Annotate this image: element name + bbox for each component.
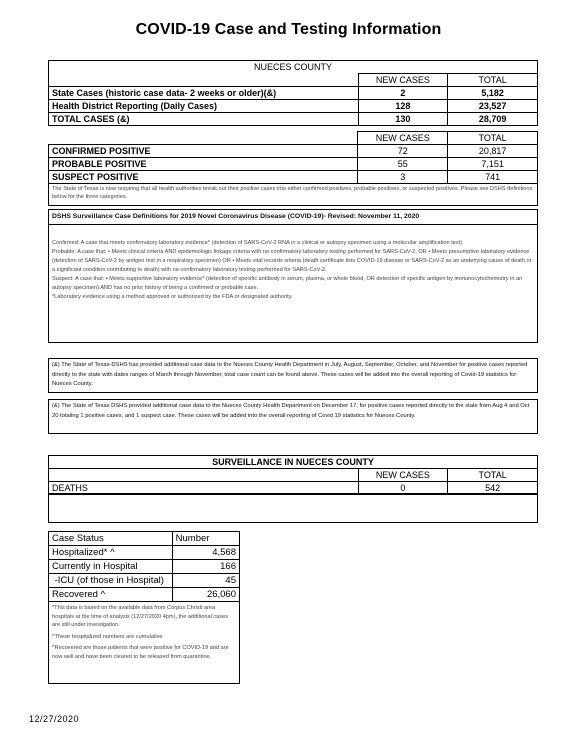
table-row (49, 171, 538, 184)
row-total: 20,817 (448, 145, 538, 158)
surveillance-table (48, 455, 538, 495)
col-total: TOTAL (448, 132, 538, 145)
row-new: 2 (358, 87, 448, 100)
county-table-header: NUECES COUNTY (49, 61, 538, 74)
state-data-note-2: (&) The State of Texas DSHS provided additional case data to the Nueces County Health Department on December 17, for positive cases reported directly to the state from Aug 4 and Oct 20 totaling 1 positive cases, and 1 suspect case. These cases will be added into the overall reporting of Covid 19 statistics for Nueces County. (48, 399, 538, 434)
table-row (49, 87, 538, 100)
col-number: Number (172, 532, 239, 546)
table-row (49, 113, 538, 126)
col-new-cases: NEW CASES (358, 74, 448, 87)
status-note-cumulative: ^These hospitalized numbers are cumulative (52, 633, 163, 640)
row-total: 28,709 (448, 113, 538, 126)
page-title: COVID-19 Case and Testing Information (135, 21, 442, 38)
surveillance-header: SURVEILLANCE IN NUECES COUNTY (49, 456, 538, 469)
col-new-cases: NEW CASES (358, 469, 448, 482)
row-value: 4,568 (172, 546, 239, 560)
row-new: 3 (358, 171, 448, 184)
definition-confirmed: Confirmed: A case that meets confirmatory laboratory evidence* (detection of SARS-CoV-2 RNA in a clinical or autopsy specimen using a molecular amplification test) (52, 240, 463, 246)
state-data-note-1: (&) The State of Texas-DSHS has provided additional case data to the Nueces County Health Department in July, August, September, October, and November for positive cases reported directly to the state with dates ranges of March through November, total case count can be found above. These cases will be added into the overall reporting of Covid-19 statistics for Nueces County. (48, 358, 538, 393)
definition-footnote: *Laboratory evidence using a method approved or authorized by the FDA or designated authority. (52, 294, 293, 300)
row-new: 55 (358, 158, 448, 171)
table-row (49, 560, 240, 574)
row-value: 26,060 (172, 588, 239, 602)
table-row (49, 588, 240, 602)
row-label: Health District Reporting (Daily Cases) (49, 100, 359, 113)
case-definitions-box (48, 209, 538, 343)
col-total: TOTAL (448, 74, 538, 87)
definitions-header: DSHS Surveillance Case Definitions for 2019 Novel Coronavirus Disease (COVID-19)- Revised: November 11, 2020 (52, 213, 420, 220)
table-row (49, 158, 538, 171)
row-label: TOTAL CASES (&) (49, 113, 359, 126)
surveillance-blank-area (48, 493, 538, 523)
row-value: 166 (172, 560, 239, 574)
status-notes-box (48, 602, 240, 684)
row-total: 542 (448, 482, 538, 495)
row-label: Currently in Hospital (49, 560, 173, 574)
row-total: 5,182 (448, 87, 538, 100)
county-cases-table (48, 60, 538, 126)
table-row (49, 145, 538, 158)
row-value: 45 (172, 574, 239, 588)
case-status-table (48, 531, 240, 602)
row-new: 72 (358, 145, 448, 158)
row-label: CONFIRMED POSITIVE (49, 145, 358, 158)
row-new: 128 (358, 100, 448, 113)
row-label: PROBABLE POSITIVE (49, 158, 358, 171)
row-label: Recovered ^ (49, 588, 173, 602)
positive-categories-note: The State of Texas is now requiring that all health authorities break out their positive cases into either confirmed positives, probable positives, or suspected positives. Please see DSHS definitions below for the three categories. (48, 183, 538, 206)
col-case-status: Case Status (49, 532, 173, 546)
row-total: 23,527 (448, 100, 538, 113)
definition-probable: Probable: A case that: • Meets clinical criteria AND epidemiologic linkage criteria with no confirmatory laboratory testing performed for SARS-CoV-2, OR • Meets presumptive laboratory evidence (detection of SARS-CoV-2 by antigen test in a respiratory specimen) OR • Meets vital records criteria (death certificate lists COVID-19 disease or SARS-CoV-2 as an underlying cause of death or a significant condition contributing to death) with no confirmatory laboratory testing performed for SARS-CoV-2. (52, 249, 532, 273)
row-label: State Cases (historic case data- 2 weeks or older)(&) (49, 87, 359, 100)
status-note-hospital-data: *This data is based on the available data from Corpus Christi area hospitals at the time of analysis (12/27/2020 4pm), the additional cases are still under investigation. (52, 605, 228, 629)
table-row (49, 100, 538, 113)
col-new-cases: NEW CASES (358, 132, 448, 145)
table-row (49, 574, 240, 588)
row-total: 7,151 (448, 158, 538, 171)
row-label: Hospitalized* ^ (49, 546, 173, 560)
row-new: 130 (358, 113, 448, 126)
report-date: 12/27/2020 (29, 714, 80, 724)
status-note-recovered: ^Recovered are those patients that were positive for COVID-19 and are now well and have been cleared to be released from quarantine. (52, 645, 229, 660)
positive-categories-table (48, 131, 538, 184)
row-new: 0 (358, 482, 448, 495)
col-total: TOTAL (448, 469, 538, 482)
row-label: DEATHS (49, 482, 359, 495)
row-total: 741 (448, 171, 538, 184)
row-label: SUSPECT POSITIVE (49, 171, 358, 184)
row-label: -ICU (of those in Hospital) (49, 574, 173, 588)
definition-suspect: Suspect: A case that: • Meets supportive laboratory evidence* (detection of specific antibody in serum, plasma, or whole blood, OR detection of specific antigen by immunocytochemistry in an autopsy specimen) AND has no prior history of being a confirmed or probable case. (52, 276, 523, 291)
table-row (49, 546, 240, 560)
